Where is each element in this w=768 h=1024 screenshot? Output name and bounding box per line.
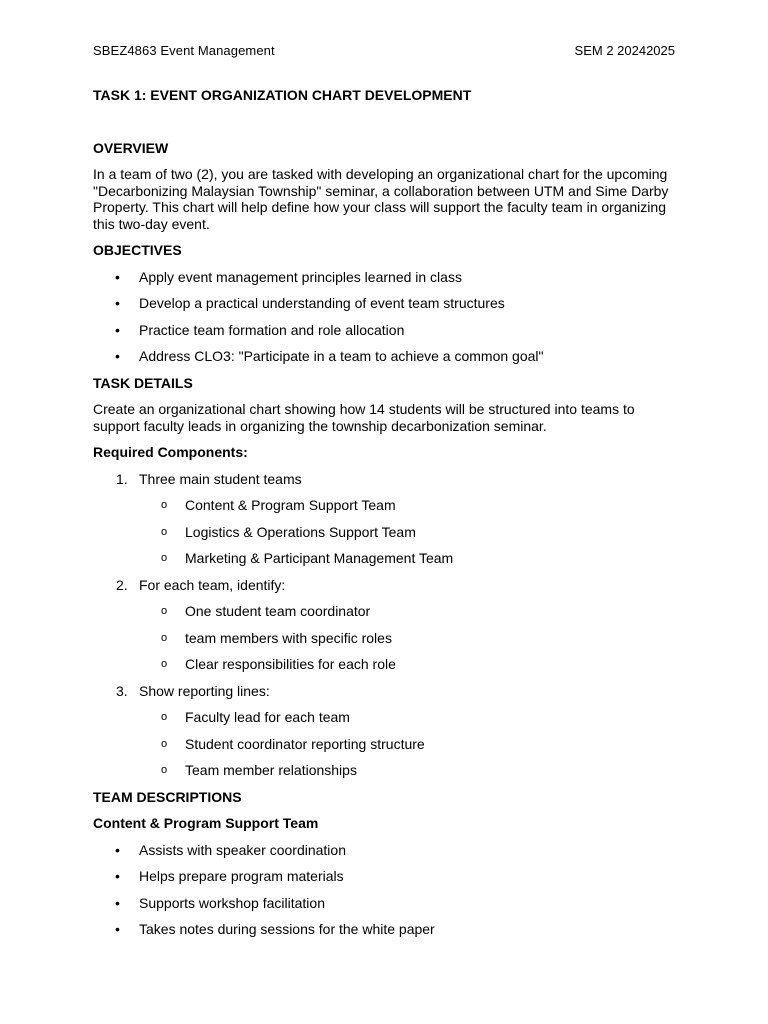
content-team-item (93, 842, 683, 859)
team-descriptions-heading: TEAM DESCRIPTIONS (93, 788, 242, 805)
component-subitems (139, 603, 683, 673)
components-list (93, 471, 683, 779)
component-item (93, 471, 683, 567)
objective-text: Practice team formation and role allocation (139, 321, 405, 338)
required-components-heading: Required Components: (93, 444, 248, 460)
subitem (139, 630, 683, 647)
objectives-list (93, 269, 683, 365)
objective-item (93, 322, 683, 339)
circle-marker: o (161, 737, 168, 750)
objective-item (93, 295, 683, 312)
component-subitems (139, 497, 683, 567)
subitem-text: Content & Program Support Team (185, 497, 396, 513)
content-team-heading: Content & Program Support Team (93, 815, 319, 831)
subitem-text: Student coordinator reporting structure (185, 735, 425, 752)
content-team-text: Supports workshop facilitation (139, 894, 325, 911)
circle-marker: o (161, 525, 168, 538)
circle-marker: o (161, 631, 168, 644)
circle-marker: o (161, 499, 168, 511)
subitem (139, 603, 683, 620)
overview-paragraph: In a team of two (2), you are tasked with developing an organizational chart for the upcoming "Decarbonizing Malaysian Township" seminar, a collaboration between UTM and Sime Darby Property. This chart will help define how your class will support the faculty team in organizing this two-day event. (93, 166, 669, 232)
subitem (139, 656, 683, 673)
objective-text: Apply event management principles learned in class (139, 268, 462, 285)
objective-text: Develop a practical understanding of event team structures (139, 295, 505, 311)
component-number: 1. (116, 470, 128, 487)
header-semester: SEM 2 20242025 (574, 43, 675, 58)
bullet-marker: • (115, 841, 120, 858)
bullet-marker: • (115, 295, 120, 311)
subitem-text: One student team coordinator (185, 603, 371, 619)
content-team-item (93, 895, 683, 912)
subitem-text: team members with specific roles (185, 629, 392, 646)
component-number: 3. (116, 682, 128, 699)
subitem-text: Marketing & Participant Management Team (185, 550, 454, 566)
objectives-heading: OBJECTIVES (93, 242, 182, 258)
component-item (93, 683, 683, 779)
content-team-item (93, 921, 683, 938)
subitem (139, 497, 683, 514)
task-title: TASK 1: EVENT ORGANIZATION CHART DEVELOPMENT (93, 87, 472, 103)
subitem (139, 524, 683, 541)
subitem-text: Clear responsibilities for each role (185, 656, 396, 672)
component-number: 2. (116, 576, 128, 593)
objective-item (93, 269, 683, 286)
subitem (139, 709, 683, 726)
subitem-text: Logistics & Operations Support Team (185, 523, 416, 540)
task-details-heading: TASK DETAILS (93, 374, 193, 391)
component-label: For each team, identify: (139, 576, 286, 593)
content-team-list (93, 842, 683, 938)
document-body (93, 87, 683, 948)
bullet-marker: • (115, 268, 120, 285)
bullet-marker: • (115, 894, 120, 911)
component-item (93, 577, 683, 673)
objective-item (93, 348, 683, 365)
bullet-marker: • (115, 868, 120, 884)
content-team-text: Assists with speaker coordination (139, 841, 346, 858)
bullet-marker: • (115, 921, 120, 937)
task-details-paragraph: Create an organizational chart showing how 14 students will be structured into teams to support faculty leads in organizing the township decarbonization seminar. (93, 401, 635, 434)
circle-marker: o (161, 605, 168, 617)
circle-marker: o (161, 658, 168, 670)
content-team-text: Helps prepare program materials (139, 868, 344, 884)
content-team-text: Takes notes during sessions for the white paper (139, 921, 435, 937)
component-label: Show reporting lines: (139, 682, 270, 699)
subitem-text: Faculty lead for each team (185, 709, 350, 725)
bullet-marker: • (115, 348, 120, 364)
bullet-marker: • (115, 321, 120, 338)
subitem (139, 550, 683, 567)
component-subitems (139, 709, 683, 779)
subitem (139, 762, 683, 779)
circle-marker: o (161, 764, 168, 776)
circle-marker: o (161, 711, 168, 723)
subitem-text: Team member relationships (185, 762, 357, 778)
header-course: SBEZ4863 Event Management (93, 43, 275, 58)
subitem (139, 736, 683, 753)
content-team-item (93, 868, 683, 885)
overview-heading: OVERVIEW (93, 139, 169, 156)
circle-marker: o (161, 552, 168, 564)
component-label: Three main student teams (139, 470, 302, 487)
objective-text: Address CLO3: "Participate in a team to achieve a common goal" (139, 348, 544, 364)
